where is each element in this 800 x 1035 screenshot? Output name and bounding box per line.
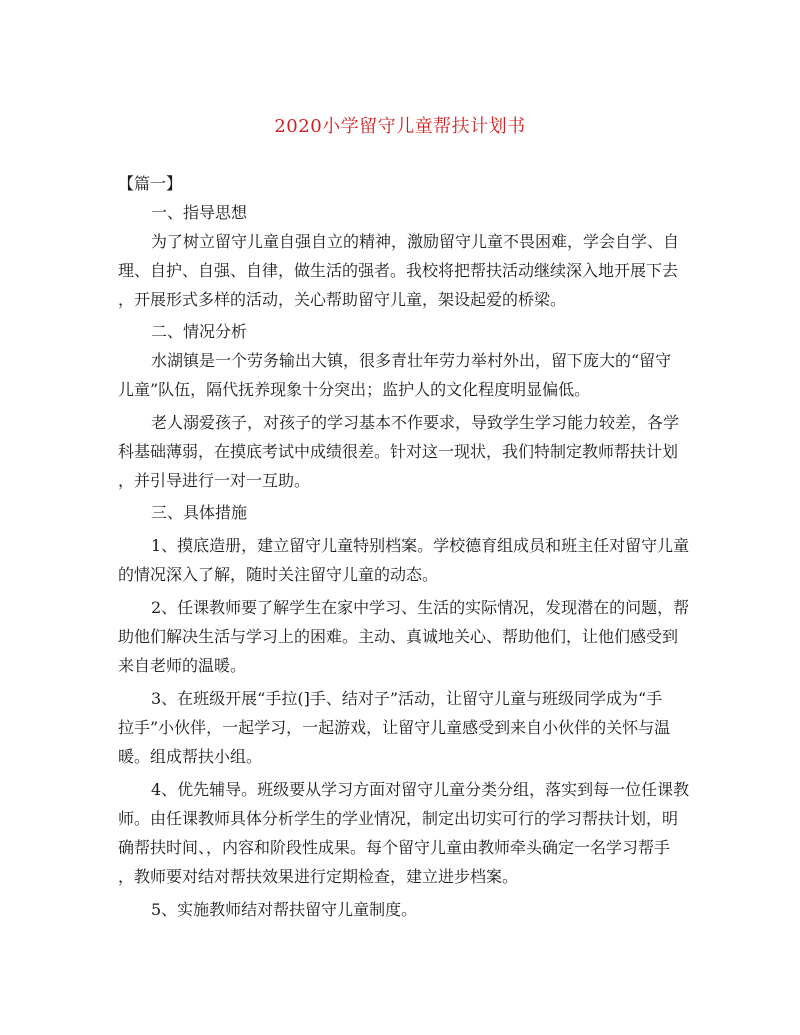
document-title: 2020小学留守儿童帮扶计划书 [274, 116, 526, 137]
section-heading: 三、具体措施 [151, 503, 248, 522]
paragraph [118, 408, 690, 495]
list-item [118, 895, 690, 924]
part-label: 【篇一】 [118, 174, 183, 193]
list-item [118, 684, 690, 771]
text-line: 2、任课教师要了解学生在家中学习、生活的实际情况，发现潜在的问题，帮 [151, 598, 690, 617]
text-line: 5、实施教师结对帮扶留守儿童制度。 [151, 900, 418, 919]
text-line: 儿童”队伍，隔代抚养现象十分突出；监护人的文化程度明显偏低。 [118, 380, 591, 399]
list-item [118, 775, 690, 891]
text-line: 的情况深入了解，随时关注留守儿童的动态。 [118, 565, 439, 584]
text-line: 来自老师的温暖。 [118, 656, 247, 675]
text-line: 老人溺爱孩子，对孩子的学习基本不作要求，导致学生学习能力较差，各学 [151, 413, 680, 432]
text-line: 水湖镇是一个劳务输出大镇，很多青壮年劳力举村外出，留下庞大的“留守 [151, 351, 672, 370]
text-line: 助他们解决生活与学习上的困难。主动、真诚地关心、帮助他们，让他们感受到 [118, 627, 679, 646]
section-heading: 二、情况分析 [151, 322, 248, 341]
text-line: ，开展形式多样的活动，关心帮助留守儿童，架设起爱的桥梁。 [118, 290, 567, 309]
text-line: ，并引导进行一对一互助。 [118, 471, 311, 490]
document-body [118, 169, 690, 924]
paragraph [118, 227, 690, 314]
text-line: 拉手”小伙伴，一起学习，一起游戏，让留守儿童感受到来自小伙伴的关怀与温 [118, 718, 671, 737]
text-line: 师。由任课教师具体分析学生的学业情况，制定出切实可行的学习帮扶计划，明 [118, 809, 679, 828]
text-line: 3、在班级开展“手拉(]手、结对子”活动，让留守儿童与班级同学成为“手 [151, 689, 663, 708]
list-item [118, 531, 690, 589]
section-heading: 一、指导思想 [151, 203, 248, 222]
text-line: 确帮扶时间、，内容和阶段性成果。每个留守儿童由教师牵头确定一名学习帮手 [118, 838, 671, 857]
list-item [118, 593, 690, 680]
text-line: 4、优先辅导。班级要从学习方面对留守儿童分类分组，落实到每一位任课教 [151, 780, 690, 799]
text-line: 理、自护、自强、自律，做生活的强者。我校将把帮扶活动继续深入地开展下去 [118, 261, 679, 280]
paragraph [118, 346, 690, 404]
text-line: 为了树立留守儿童自强自立的精神，激励留守儿童不畏困难，学会自学、自 [151, 232, 680, 251]
text-line: 1、摸底造册，建立留守儿童特别档案。学校德育组成员和班主任对留守儿童 [151, 536, 690, 555]
text-line: 暖。组成帮扶小组。 [118, 747, 263, 766]
text-line: 科基础薄弱，在摸底考试中成绩很差。针对这一现状，我们特制定教师帮扶计划 [118, 442, 679, 461]
text-line: ，教师要对结对帮扶效果进行定期检查，建立进步档案。 [118, 867, 519, 886]
